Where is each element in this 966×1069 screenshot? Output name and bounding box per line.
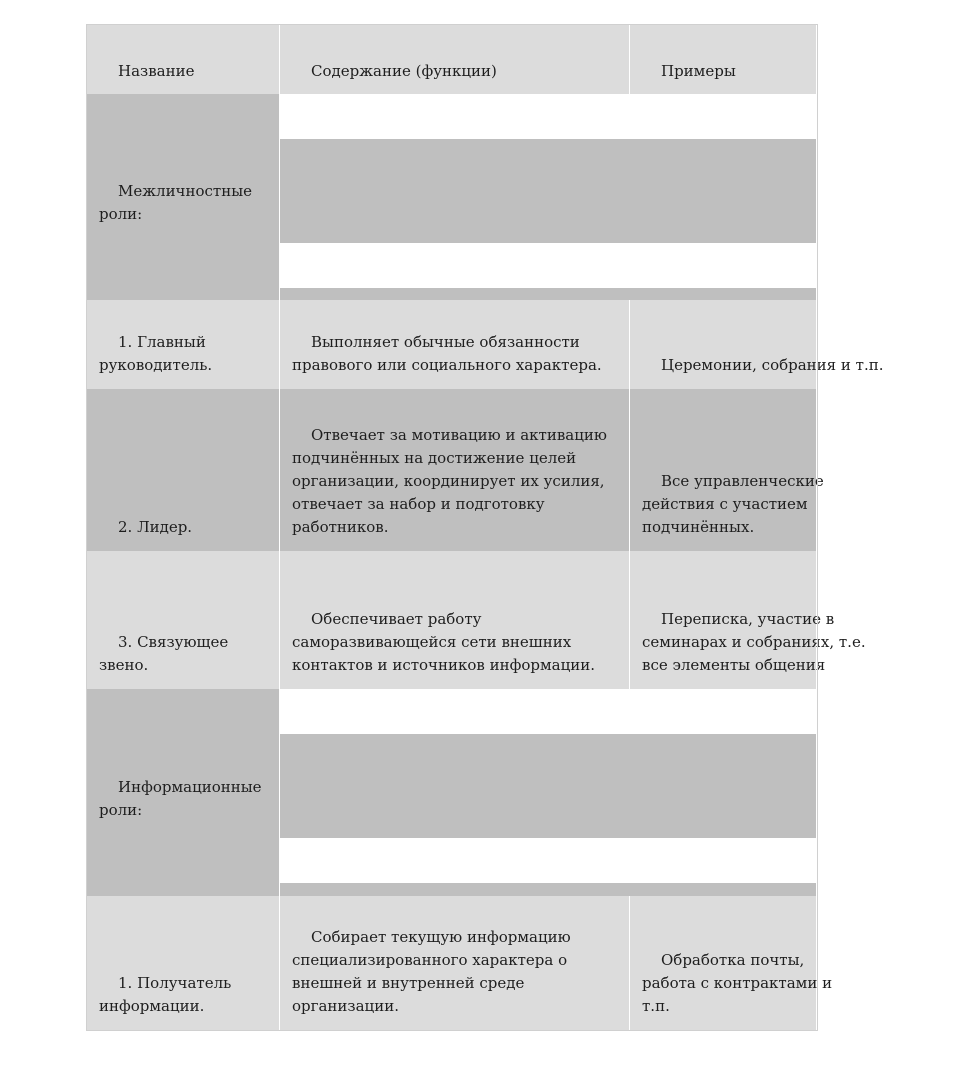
row-liaison-example-cell <box>630 551 871 689</box>
section-blank-band <box>280 734 816 838</box>
row-receiver-content-cell <box>280 896 629 1030</box>
row-liaison-name-cell <box>87 551 279 689</box>
row-liaison-content-cell <box>280 551 629 689</box>
section-title-informational: Информационные роли: <box>99 778 267 819</box>
role-name: 2. Лидер. <box>118 518 193 536</box>
role-example: Церемонии, собрания и т.п. <box>661 356 884 374</box>
role-example: Обработка почты, работа с контрактами и т.п. <box>642 951 837 1015</box>
section-blank-band <box>280 838 816 883</box>
header-examples-label: Примеры <box>661 62 736 80</box>
row-leader-name-cell <box>87 389 279 551</box>
role-name: 3. Связующее звено. <box>99 633 234 674</box>
section-title-interpersonal: Межличностные роли: <box>99 182 257 223</box>
header-name-label: Название <box>118 62 195 80</box>
section-blank-band <box>280 94 816 139</box>
roles-table <box>87 25 884 1030</box>
section-cell-informational <box>87 689 279 896</box>
header-content-label: Содержание (функции) <box>311 62 497 80</box>
header-cell-name <box>87 25 279 94</box>
role-name: 1. Получатель информации. <box>99 974 237 1015</box>
header-cell-examples <box>630 25 816 94</box>
role-content: Собирает текущую информацию специализированного характера о внешней и внутренней среде организации. <box>292 928 576 1015</box>
role-content: Отвечает за мотивацию и активацию подчинённых на достижение целей организации, координирует их усилия, отвечает за набор и подготовку работников. <box>292 426 612 536</box>
role-name: 1. Главный руководитель. <box>99 333 213 374</box>
row-receiver-example-cell <box>630 896 837 1030</box>
section-blank-band <box>280 139 816 243</box>
section-blank-band <box>280 243 816 288</box>
role-example: Переписка, участие в семинарах и собраниях, т.е. все элементы общения <box>642 610 871 674</box>
role-example: Все управленческие действия с участием подчинённых. <box>642 472 829 536</box>
header-cell-content <box>280 25 629 94</box>
row-leader-content-cell <box>280 389 629 551</box>
row-chief-content-cell <box>280 300 629 389</box>
row-chief-example-cell <box>630 300 884 389</box>
role-content: Обеспечивает работу саморазвивающейся сети внешних контактов и источников информации. <box>292 610 595 674</box>
row-receiver-name-cell <box>87 896 279 1030</box>
row-leader-example-cell <box>630 389 829 551</box>
role-content: Выполняет обычные обязанности правового или социального характера. <box>292 333 602 374</box>
row-chief-name-cell <box>87 300 279 389</box>
section-cell-interpersonal <box>87 94 279 300</box>
section-blank-band <box>280 689 816 734</box>
section-blank-band <box>280 883 816 896</box>
section-blank-band <box>280 288 816 300</box>
